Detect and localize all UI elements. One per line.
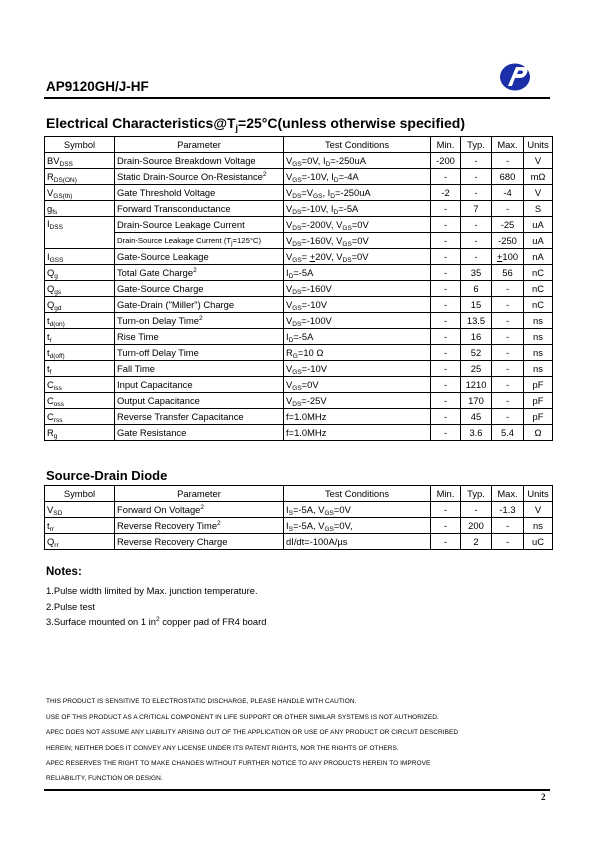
unit-cell: ns: [524, 313, 553, 329]
symbol-cell: $V_{GS(th)}$: [45, 185, 115, 201]
min-cell: -: [431, 534, 461, 550]
table-row: [45, 377, 553, 393]
symbol-cell: $t_r$: [45, 329, 115, 345]
typ-cell: -: [461, 217, 492, 233]
unit-cell: nC: [524, 297, 553, 313]
symbol-cell: $Q_{gs}$: [45, 281, 115, 297]
parameter-cell: Gate-Source Leakage: [115, 249, 284, 265]
disclaimer-line: THIS PRODUCT IS SENSITIVE TO ELECTROSTATIC DISCHARGE, PLEASE HANDLE WITH CAUTION.: [46, 698, 357, 705]
max-cell: -: [492, 518, 524, 534]
parameter-cell: Drain-Source Breakdown Voltage: [115, 153, 284, 169]
unit-cell: ns: [524, 518, 553, 534]
condition-cell: $V_{GS}= +20V$, $V_{DS}=0V$: [284, 249, 431, 265]
unit-cell: uC: [524, 534, 553, 550]
typ-cell: 13.5: [461, 313, 492, 329]
condition-cell: $V_{GS}=0V$: [284, 377, 431, 393]
condition-cell: $V_{GS}=0V$, $I_D=-250uA$: [284, 153, 431, 169]
max-cell: -: [492, 329, 524, 345]
condition-cell: $I_S=-5A$, $V_{GS}=0V$: [284, 502, 431, 518]
unit-cell: S: [524, 201, 553, 217]
max-cell: -: [492, 201, 524, 217]
condition-cell: $V_{DS}=-200V$, $V_{GS}=0V$: [284, 217, 431, 233]
col-min: Min.: [431, 137, 461, 153]
condition-cell: $V_{GS}=-10V$: [284, 297, 431, 313]
typ-cell: 25: [461, 361, 492, 377]
table-row: [45, 233, 553, 249]
parameter-cell: Turn-off Delay Time: [115, 345, 284, 361]
typ-cell: 2: [461, 534, 492, 550]
typ-cell: 35: [461, 265, 492, 281]
max-cell: -: [492, 534, 524, 550]
parameter-cell: Input Capacitance: [115, 377, 284, 393]
min-cell: -: [431, 409, 461, 425]
typ-cell: -: [461, 185, 492, 201]
table-row: [45, 265, 553, 281]
symbol-cell: $V_{SD}$: [45, 502, 115, 518]
max-cell: -: [492, 313, 524, 329]
symbol-cell: $Q_{rr}$: [45, 534, 115, 550]
table-row: [45, 502, 553, 518]
parameter-cell: Total Gate Charge$^2$: [115, 265, 284, 281]
min-cell: -: [431, 425, 461, 441]
min-cell: -: [431, 518, 461, 534]
col-units: Units: [524, 486, 553, 502]
apec-logo: [497, 62, 533, 92]
min-cell: -: [431, 329, 461, 345]
unit-cell: uA: [524, 233, 553, 249]
parameter-cell: Gate Threshold Voltage: [115, 185, 284, 201]
condition-cell: $V_{GS}=-10V$, $I_D=-4A$: [284, 169, 431, 185]
max-cell: -: [492, 361, 524, 377]
col-max: Max.: [492, 486, 524, 502]
unit-cell: mΩ: [524, 169, 553, 185]
symbol-cell: $BV_{DSS}$: [45, 153, 115, 169]
parameter-cell: Gate-Source Charge: [115, 281, 284, 297]
col-typ: Typ.: [461, 137, 492, 153]
max-cell: -: [492, 153, 524, 169]
table-row: [45, 169, 553, 185]
parameter-cell: Drain-Source Leakage Current: [115, 217, 284, 233]
condition-cell: $V_{DS}=-100V$: [284, 313, 431, 329]
condition-cell: $V_{DS}=-160V$, $V_{GS}=0V$: [284, 233, 431, 249]
parameter-cell: Reverse Recovery Charge: [115, 534, 284, 550]
typ-cell: 200: [461, 518, 492, 534]
parameter-cell: Static Drain-Source On-Resistance$^2$: [115, 169, 284, 185]
typ-cell: 52: [461, 345, 492, 361]
table-row: [45, 518, 553, 534]
unit-cell: V: [524, 502, 553, 518]
min-cell: -: [431, 313, 461, 329]
table-row: [45, 217, 553, 233]
symbol-cell: $t_{d(off)}$: [45, 345, 115, 361]
symbol-cell: $R_{DS(ON)}$: [45, 169, 115, 185]
typ-cell: -: [461, 153, 492, 169]
parameter-cell: Gate Resistance: [115, 425, 284, 441]
typ-cell: 45: [461, 409, 492, 425]
disclaimer-line: RELIABILITY, FUNCTION OR DESIGN.: [46, 775, 163, 782]
typ-cell: 6: [461, 281, 492, 297]
parameter-cell: Forward On Voltage$^2$: [115, 502, 284, 518]
symbol-cell: $Q_{gd}$: [45, 297, 115, 313]
page-number: 2: [541, 792, 546, 802]
table-header-row: [45, 137, 553, 153]
min-cell: -: [431, 297, 461, 313]
parameter-cell: Reverse Transfer Capacitance: [115, 409, 284, 425]
table-row: [45, 409, 553, 425]
unit-cell: pF: [524, 377, 553, 393]
min-cell: -: [431, 249, 461, 265]
header-rule: [44, 97, 550, 99]
min-cell: -: [431, 265, 461, 281]
max-cell: -25: [492, 217, 524, 233]
symbol-cell: $Q_g$: [45, 265, 115, 281]
max-cell: -4: [492, 185, 524, 201]
condition-cell: $I_S=-5A$, $V_{GS}=0V$,: [284, 518, 431, 534]
part-number: AP9120GH/J-HF: [46, 79, 149, 94]
condition-cell: $R_G=10$ Ω: [284, 345, 431, 361]
note-2: 2.Pulse test: [46, 601, 95, 612]
max-cell: -: [492, 281, 524, 297]
min-cell: -: [431, 502, 461, 518]
condition-cell: $I_D=-5A$: [284, 265, 431, 281]
note-1: 1.Pulse width limited by Max. junction temperature.: [46, 585, 258, 596]
symbol-cell: $I_{GSS}$: [45, 249, 115, 265]
table-row: [45, 297, 553, 313]
table-row: [45, 153, 553, 169]
col-parameter: Parameter: [115, 137, 284, 153]
table-row: [45, 329, 553, 345]
electrical-characteristics-title: Electrical $Characteristics@T_j=25^\circ C(unless$ otherwise specified): [46, 115, 465, 133]
typ-cell: -: [461, 502, 492, 518]
typ-cell: -: [461, 169, 492, 185]
unit-cell: uA: [524, 217, 553, 233]
parameter-cell: Turn-on Delay Time$^2$: [115, 313, 284, 329]
min-cell: -: [431, 393, 461, 409]
min-cell: -: [431, 169, 461, 185]
min-cell: -: [431, 361, 461, 377]
symbol-cell: $C_{rss}$: [45, 409, 115, 425]
unit-cell: ns: [524, 329, 553, 345]
unit-cell: ns: [524, 345, 553, 361]
source-drain-diode-table: [44, 485, 553, 550]
parameter-cell: Drain-Source Leakage Current $(T_j=125^\circ C)$: [115, 233, 284, 249]
condition-cell: $V_{DS}=-160V$: [284, 281, 431, 297]
min-cell: -: [431, 201, 461, 217]
unit-cell: ns: [524, 361, 553, 377]
table-row: [45, 201, 553, 217]
table-row: [45, 185, 553, 201]
symbol-cell: $t_f$: [45, 361, 115, 377]
col-symbol: Symbol: [45, 486, 115, 502]
table-row: [45, 534, 553, 550]
symbol-cell: $R_g$: [45, 425, 115, 441]
max-cell: +100: [492, 249, 524, 265]
max-cell: -: [492, 409, 524, 425]
typ-cell: 1210: [461, 377, 492, 393]
table-header-row: [45, 486, 553, 502]
parameter-cell: Forward Transconductance: [115, 201, 284, 217]
table-row: [45, 361, 553, 377]
parameter-cell: Output Capacitance: [115, 393, 284, 409]
unit-cell: nC: [524, 265, 553, 281]
col-conditions: Test Conditions: [284, 486, 431, 502]
col-max: Max.: [492, 137, 524, 153]
max-cell: -1.3: [492, 502, 524, 518]
condition-cell: $V_{DS}=-25V$: [284, 393, 431, 409]
table-row: [45, 281, 553, 297]
max-cell: -: [492, 297, 524, 313]
symbol-cell: $g_{fs}$: [45, 201, 115, 217]
typ-cell: 170: [461, 393, 492, 409]
max-cell: 56: [492, 265, 524, 281]
max-cell: -: [492, 345, 524, 361]
table-row: [45, 425, 553, 441]
symbol-cell: $C_{iss}$: [45, 377, 115, 393]
col-parameter: Parameter: [115, 486, 284, 502]
footer-rule: [44, 789, 550, 791]
min-cell: -2: [431, 185, 461, 201]
symbol-cell: $t_{rr}$: [45, 518, 115, 534]
max-cell: 5.4: [492, 425, 524, 441]
max-cell: -: [492, 393, 524, 409]
min-cell: -: [431, 281, 461, 297]
parameter-cell: Fall Time: [115, 361, 284, 377]
typ-cell: 7: [461, 201, 492, 217]
source-drain-diode-title: Source-Drain Diode: [46, 468, 168, 483]
condition-cell: f=1.0MHz: [284, 409, 431, 425]
unit-cell: V: [524, 185, 553, 201]
note-3: 3.Surface mounted on 1 $in^2$ copper pad of FR4 board: [46, 616, 267, 627]
symbol-cell: $I_{DSS}$: [45, 217, 115, 249]
condition-cell: $V_{DS}=-10V$, $I_D=-5A$: [284, 201, 431, 217]
unit-cell: pF: [524, 409, 553, 425]
parameter-cell: Gate-Drain ("Miller") Charge: [115, 297, 284, 313]
min-cell: -: [431, 217, 461, 233]
unit-cell: V: [524, 153, 553, 169]
condition-cell: $V_{DS}=V_{GS}$, $I_D=-250uA$: [284, 185, 431, 201]
max-cell: 680: [492, 169, 524, 185]
min-cell: -200: [431, 153, 461, 169]
condition-cell: $V_{GS}=-10V$: [284, 361, 431, 377]
max-cell: -250: [492, 233, 524, 249]
col-typ: Typ.: [461, 486, 492, 502]
col-min: Min.: [431, 486, 461, 502]
min-cell: -: [431, 233, 461, 249]
unit-cell: pF: [524, 393, 553, 409]
unit-cell: Ω: [524, 425, 553, 441]
notes-title: Notes:: [46, 566, 82, 578]
col-units: Units: [524, 137, 553, 153]
condition-cell: dI/dt=-100A/µs: [284, 534, 431, 550]
typ-cell: -: [461, 233, 492, 249]
electrical-characteristics-table: [44, 136, 553, 441]
table-row: [45, 249, 553, 265]
parameter-cell: Rise Time: [115, 329, 284, 345]
col-conditions: Test Conditions: [284, 137, 431, 153]
condition-cell: f=1.0MHz: [284, 425, 431, 441]
col-symbol: Symbol: [45, 137, 115, 153]
typ-cell: -: [461, 249, 492, 265]
symbol-cell: $t_{d(on)}$: [45, 313, 115, 329]
table-row: [45, 393, 553, 409]
disclaimer-line: USE OF THIS PRODUCT AS A CRITICAL COMPONENT IN LIFE SUPPORT OR OTHER SIMILAR SYSTEMS IS NOT AUTHORIZED.: [46, 714, 439, 721]
unit-cell: nA: [524, 249, 553, 265]
table-row: [45, 313, 553, 329]
min-cell: -: [431, 345, 461, 361]
disclaimer-line: HEREIN; NEITHER DOES IT CONVEY ANY LICENSE UNDER ITS PATENT RIGHTS, NOR THE RIGHTS OF OTHERS.: [46, 745, 399, 752]
symbol-cell: $C_{oss}$: [45, 393, 115, 409]
max-cell: -: [492, 377, 524, 393]
disclaimer-line: APEC RESERVES THE RIGHT TO MAKE CHANGES WITHOUT FURTHER NOTICE TO ANY PRODUCTS HEREIN TO IMPROVE: [46, 760, 431, 767]
min-cell: -: [431, 377, 461, 393]
table-row: [45, 345, 553, 361]
typ-cell: 15: [461, 297, 492, 313]
parameter-cell: Reverse Recovery Time$^2$: [115, 518, 284, 534]
typ-cell: 16: [461, 329, 492, 345]
condition-cell: $I_D=-5A$: [284, 329, 431, 345]
typ-cell: 3.6: [461, 425, 492, 441]
disclaimer-line: APEC DOES NOT ASSUME ANY LIABILITY ARISING OUT OF THE APPLICATION OR USE OF ANY PRODUCT OR CIRCUIT DESCRIBED: [46, 729, 459, 736]
unit-cell: nC: [524, 281, 553, 297]
